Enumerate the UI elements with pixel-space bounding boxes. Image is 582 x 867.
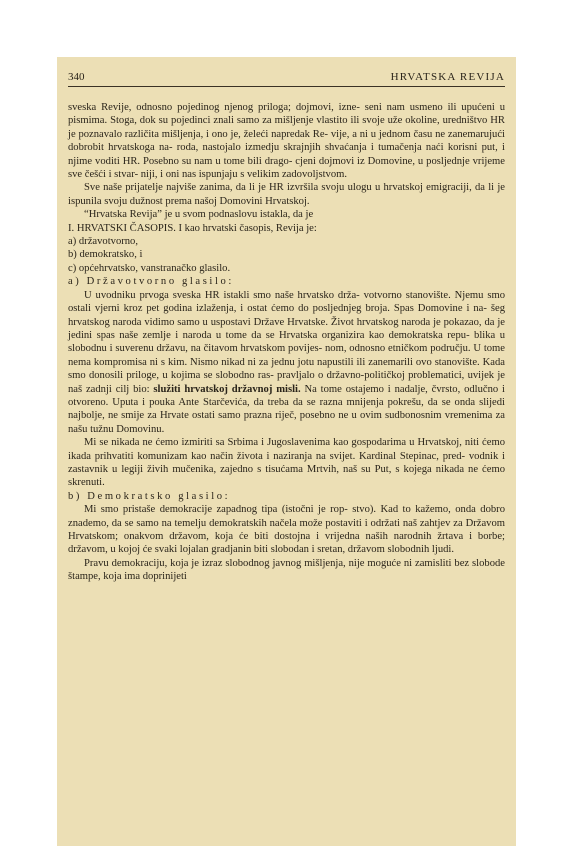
paragraph-subtitle: “Hrvatska Revija” je u svom podnaslovu istakla, da je (84, 209, 314, 221)
page-number: 340 (68, 71, 85, 83)
book-page (57, 57, 516, 846)
paragraph-never-reconcile: Mi se nikada ne ćemo izmiriti sa Srbima i Jugoslavenima kao gospodarima u Hrvatskoj, niti ćemo ikada prihvatiti komunizam kao način života i naziranja na svijet. Kardinal Stepinac, pred- vodnik i zastavnik u legiji živih mučenika, zajedno s tisućama Mrtvih, naš su Put, s kojega nikada ne ćemo skrenuti. (68, 437, 505, 489)
heading-croatian-journal: I. HRVATSKI ČASOPIS. I kao hrvatski časopis, Revija je: (68, 222, 317, 234)
section-heading-a: a) Državotvorno glasilo: (68, 276, 234, 288)
body-text (68, 101, 505, 584)
section-heading-b: b) Demokratsko glasilo: (68, 490, 231, 502)
journal-title: HRVATSKA REVIJA (390, 71, 505, 83)
paragraph-press-freedom: Pravu demokraciju, koja je izraz slobodnog javnog mišljenja, nije moguće ni zamisliti bez slobode štampe, koja ima doprinijeti (68, 557, 505, 583)
running-header (68, 71, 505, 87)
paragraph-democracy: Mi smo pristaše demokracije zapadnog tipa (istočni je rop- stvo). Kad to kažemo, onda dobro znademo, da se samo na temelju demokratskih načela može postaviti i održati naš zahtjev za Državom Hrvatskom; onakvom državom, koja će biti dostojna i vrijedna naših narodnih žrtava i borbe; državom, u kojoj će svaki lojalan gradjanin biti slobodan i sretan, državom slobodnih ljudi. (68, 504, 505, 556)
list-item-b: b) demokratsko, i (68, 249, 143, 261)
paragraph-question: Sve naše prijatelje najviše zanima, da li je HR izvršila svoju ulogu u hrvatskoj emigraciji, da li je ispunila svoju dužnost prema našoj Domovini Hrvatskoj. (68, 182, 505, 207)
paragraph-intro: sveska Revije, odnosno pojedinog njenog priloga; dojmovi, izne- seni nam usmeno ili upućeni u pismima. Stoga, dok su pojedinci znali samo za mišljenje vlastito ili svoje uže okoline, uredništvo HR je poznavalo različita mišljenja, i ono je, želeći napredak Re- vije, a ni u jednom času ne zanemarujući dobrobit hrvatskoga na- roda, nastojalo izmedju skrajnjih shvaćanja i tumačenja naći korisni put, i njime voditi HR. Posebno su nam u tome bili drago- cjeni dojmovi iz Domovine, u posljednje vrijeme sve češći i stvar- niji, i oni nas ispunjaju s velikim zadovoljstvom. (68, 102, 505, 181)
paragraph-statehood: U uvodniku prvoga sveska HR istakli smo naše hrvatsko drža- votvorno stanovište. Njemu smo ostali vjerni kroz pet godina izlaženja, i ostat ćemo do posljednjeg broja. Spas Domovine i na- šeg hrvatskog naroda vidimo samo u uspostavi Države Hrvatske. Život hrvatskog naroda je pokazao, da je jedini spas naše zemlje i naroda u tome da se Hrvatska organizira kao demokratska repu- blika u slobodnu i suverenu državu, na čitavom hrvatskom povijes- nom, odnosno etničkom području. U tome nema kompromisa ni s kim. Nismo nikad ni za jednu jotu napustili ili zanemarili ovo stanovište. Kada smo donosili priloge, u kojima se slobodno ras- pravljalo o državno-političkoj problematici, uvijek je naš zadnji cilj bio: služiti hrvatskoj državnoj misli. Na tome ostajemo i nadalje, čvrsto, odlučno i otvoreno. Uputa i pouka Ante Starčevića, da treba da se razna mnijenja pokrešu, da se onda slijedi najbolje, ne smije za Hrvate ostati samo prazna riječ, posebno ne u ovim sudbonosnim vremenima za našu tužnu Domovinu. (68, 289, 505, 435)
emphasis-text: služiti hrvatskoj državnoj misli. (153, 383, 301, 395)
list-item-c: c) općehrvatsko, vanstranačko glasilo. (68, 262, 231, 274)
list-item-a: a) državotvorno, (68, 236, 139, 248)
